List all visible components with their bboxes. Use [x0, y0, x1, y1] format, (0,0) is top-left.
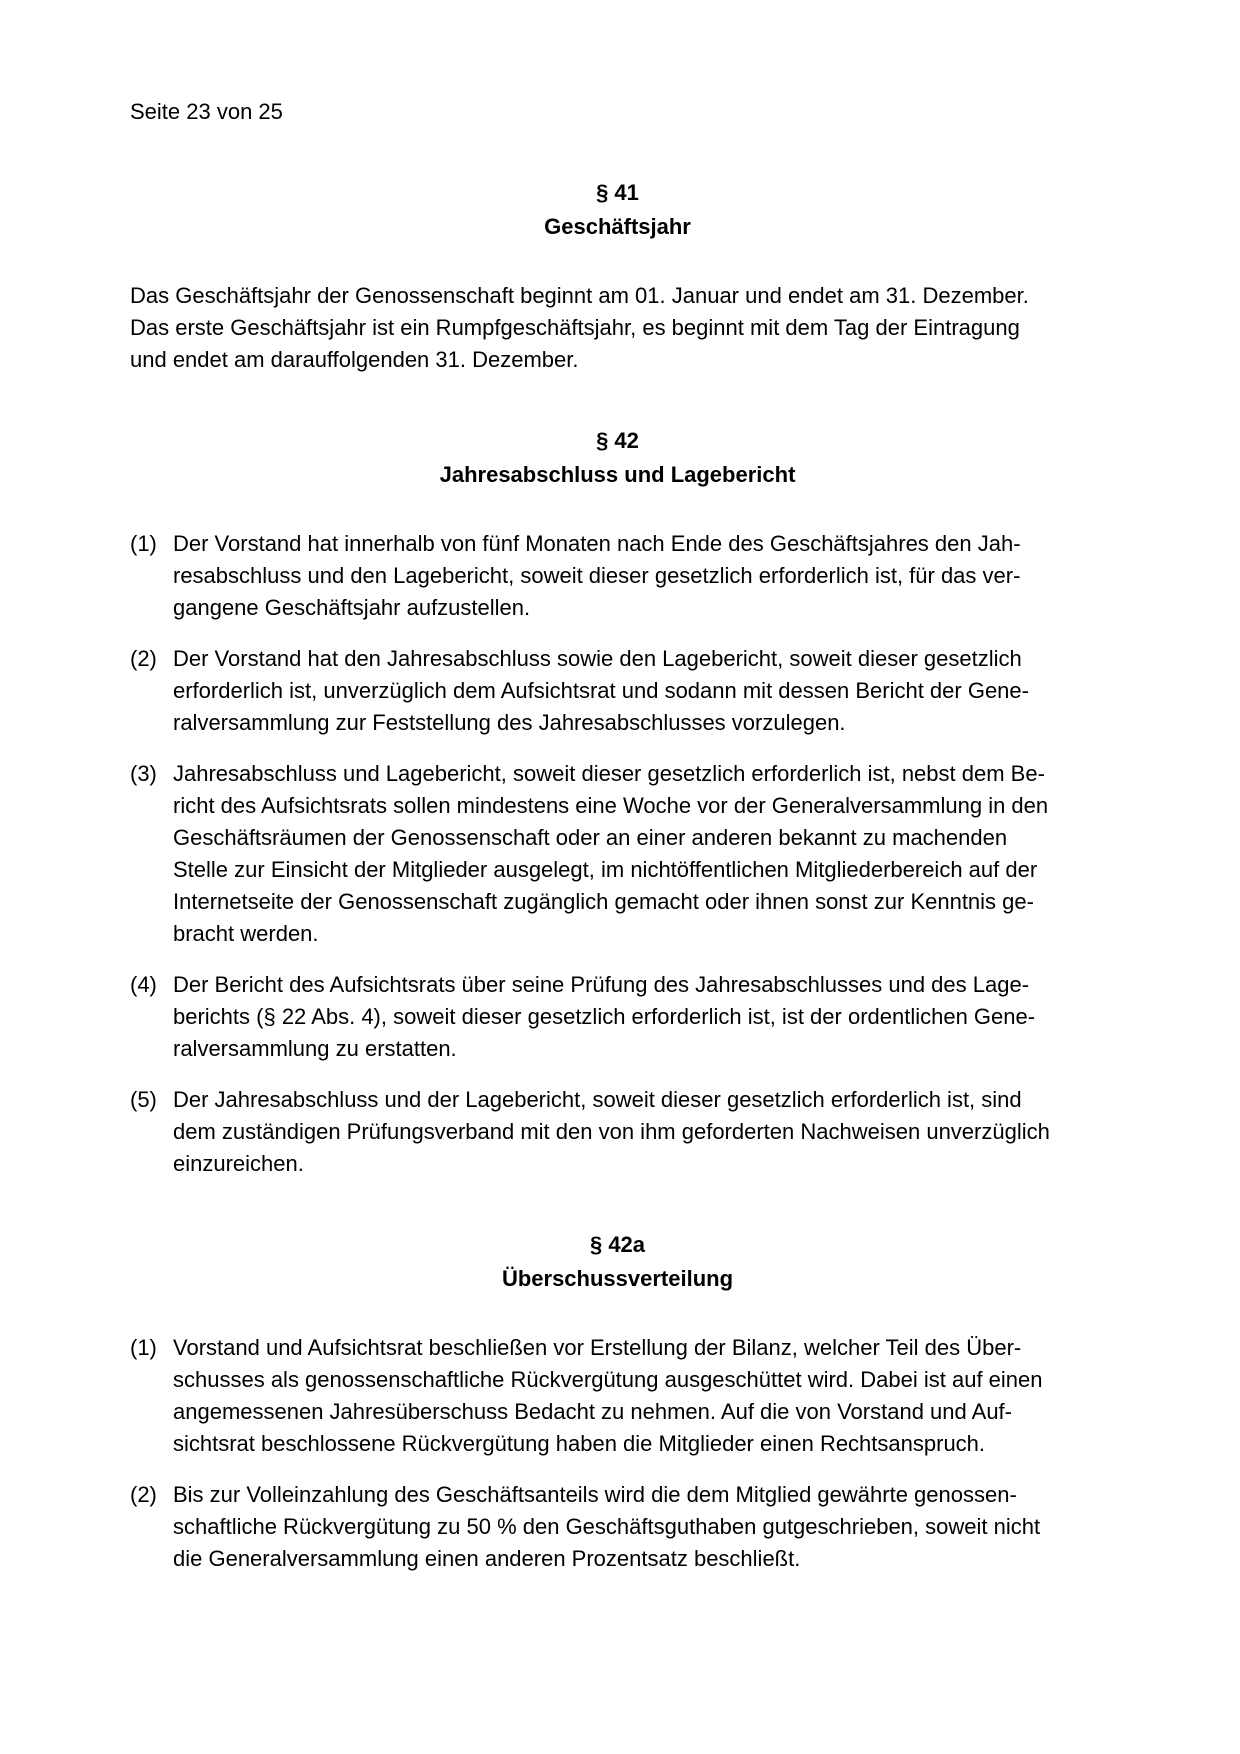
numbered-paragraph-list [130, 1332, 1105, 1575]
paragraph-marker: (1) [130, 1335, 157, 1360]
paragraph-marker: (4) [130, 972, 157, 997]
section-heading [130, 176, 1105, 244]
numbered-paragraph-list [130, 528, 1105, 1180]
paragraph-text: Der Jahresabschluss und der Lagebericht, soweit dieser gesetzlich erforderlich ist, sind dem zuständigen Prüfungsverband mit den von ihm geforderten Nachweisen unverzüglich einzureichen. [173, 1087, 1050, 1176]
section-title: Jahresabschluss und Lagebericht [439, 462, 796, 487]
paragraph-text: Der Bericht des Aufsichtsrats über seine Prüfung des Jahresabschlusses und des Lage- berichts (§ 22 Abs. 4), soweit dieser gesetzlich erforderlich ist, ist der ordentlichen Gene- ralversammlung zu erstatten. [173, 972, 1036, 1061]
numbered-paragraph [130, 969, 1105, 1065]
numbered-paragraph [130, 643, 1105, 739]
paragraph-text: Das Geschäftsjahr der Genossenschaft beginnt am 01. Januar und endet am 31. Dezember. Das erste Geschäftsjahr ist ein Rumpfgeschäftsjahr, es beginnt mit dem Tag der Eintragung und endet am darauffolgenden 31. Dezember. [130, 283, 1029, 372]
paragraph-marker: (3) [130, 761, 157, 786]
numbered-paragraph [130, 1084, 1105, 1180]
paragraph-text: Bis zur Volleinzahlung des Geschäftsanteils wird die dem Mitglied gewährte genossen- schaftliche Rückvergütung zu 50 % den Geschäftsguthaben gutgeschrieben, soweit nicht die Generalversammlung einen anderen Prozentsatz beschließt. [173, 1482, 1041, 1571]
numbered-paragraph [130, 1479, 1105, 1575]
section-title: Geschäftsjahr [544, 214, 691, 239]
section-heading [130, 424, 1105, 492]
section-number: § 42 [596, 428, 639, 453]
paragraph-marker: (2) [130, 646, 157, 671]
section-42a [130, 1228, 1105, 1575]
numbered-paragraph [130, 758, 1105, 950]
paragraph-text: Der Vorstand hat innerhalb von fünf Monaten nach Ende des Geschäftsjahres den Jah- resabschluss und den Lagebericht, soweit dieser gesetzlich erforderlich ist, für das ver- gangene Geschäftsjahr aufzustellen. [173, 531, 1021, 620]
section-42 [130, 424, 1105, 1180]
paragraph-text: Jahresabschluss und Lagebericht, soweit dieser gesetzlich erforderlich ist, nebst dem Be- richt des Aufsichtsrats sollen mindestens eine Woche vor der Generalversammlung in den Geschäftsräumen der Genossenschaft oder an einer anderen bekannt zu machenden Stelle zur Einsicht der Mitglieder ausgelegt, im nichtöffentlichen Mitgliederbereich auf der Internetseite der Genossenschaft zugänglich gemacht oder ihnen sonst zur Kenntnis ge- bracht werden. [173, 761, 1049, 946]
paragraph-marker: (5) [130, 1087, 157, 1112]
paragraph-text: Vorstand und Aufsichtsrat beschließen vor Erstellung der Bilanz, welcher Teil des Über- schusses als genossenschaftliche Rückvergütung ausgeschüttet wird. Dabei ist auf einen angemessenen Jahresüberschuss Bedacht zu nehmen. Auf die von Vorstand und Auf- sichtsrat beschlossene Rückvergütung haben die Mitglieder einen Rechtsanspruch. [173, 1335, 1043, 1456]
page-number-header: Seite 23 von 25 [130, 99, 283, 124]
paragraph-marker: (1) [130, 531, 157, 556]
numbered-paragraph [130, 1332, 1105, 1460]
section-title: Überschussverteilung [501, 1266, 734, 1291]
section-41 [130, 176, 1105, 376]
paragraph-marker: (2) [130, 1482, 157, 1507]
section-number: § 41 [596, 180, 639, 205]
section-number: § 42a [589, 1232, 646, 1257]
paragraph-text: Der Vorstand hat den Jahresabschluss sowie den Lagebericht, soweit dieser gesetzlich erforderlich ist, unverzüglich dem Aufsichtsrat und sodann mit dessen Bericht der Gene- ralversammlung zur Feststellung des Jahresabschlusses vorzulegen. [173, 646, 1029, 735]
section-heading [130, 1228, 1105, 1296]
numbered-paragraph [130, 528, 1105, 624]
